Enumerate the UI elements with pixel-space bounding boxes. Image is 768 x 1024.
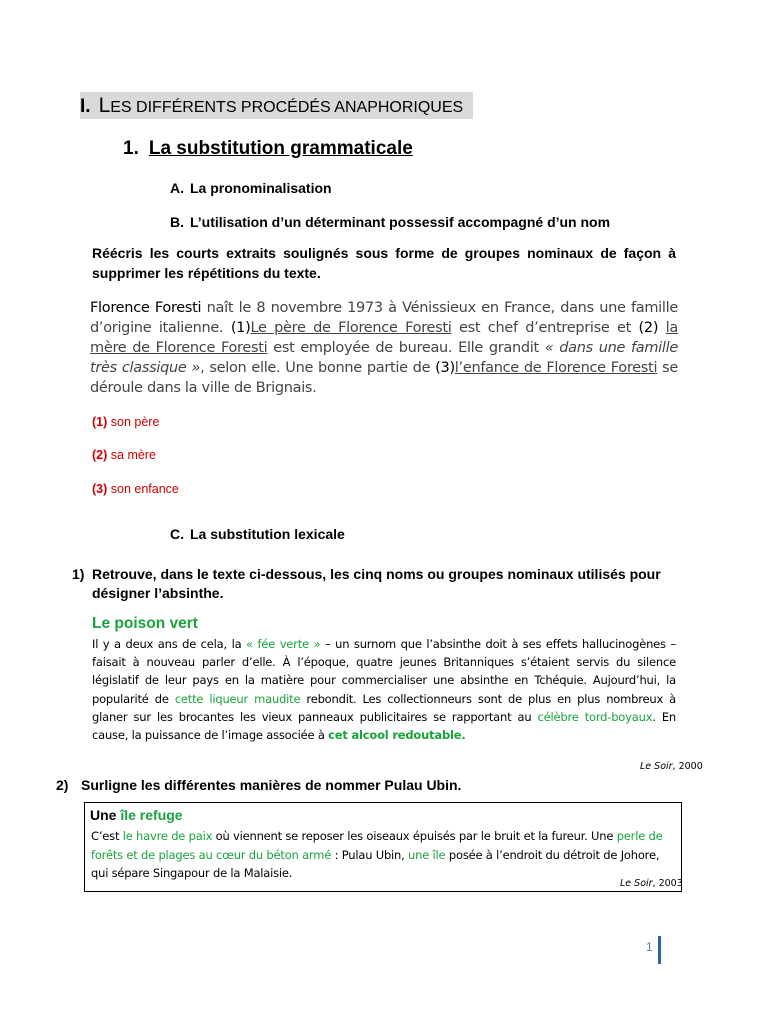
article-title: Le poison vert xyxy=(92,615,198,632)
box-title-green: île refuge xyxy=(120,807,183,823)
article-segment: Il y a deux ans de cela, la xyxy=(92,637,247,651)
foresti-paragraph xyxy=(90,298,678,398)
exercise-instruction: Réécris les courts extraits soulignés sous forme de groupes nominaux de façon à supprimer les répétitions du texte. xyxy=(92,245,676,281)
ubin-term: une île xyxy=(408,847,446,862)
source-name: Le Soir xyxy=(620,878,653,889)
answer-number: (2) xyxy=(92,448,108,462)
question-text-line2: désigner l’absinthe. xyxy=(92,585,224,601)
box-segment: où viennent se reposer les oiseaux épuisés par le bruit et la fureur. Une xyxy=(212,829,617,843)
marker-3: (3) xyxy=(435,360,455,376)
section-number: I. xyxy=(80,96,91,117)
sub-heading-letter: A. xyxy=(170,180,184,196)
sub-heading-c xyxy=(170,526,345,542)
question-text-line1: Retrouve, dans le texte ci-dessous, les cinq noms ou groupes nominaux utilisés pour xyxy=(92,566,661,582)
marker-1: (1) xyxy=(230,320,251,336)
ubin-term: perle de forêts et de plages au cœur du béton armé xyxy=(91,829,663,862)
underlined-extract-1: Le père de Florence Foresti xyxy=(250,320,452,336)
source-year: , 2003 xyxy=(652,878,683,889)
foresti-name: Florence Foresti xyxy=(90,300,202,316)
marker-2: (2) xyxy=(638,320,659,336)
paragraph-text: naît le 8 novembre 1973 à Vénissieux en France, dans une famille d’origine italienne. xyxy=(90,300,678,336)
sub-heading-a xyxy=(170,180,332,196)
absinthe-term: « fée verte » xyxy=(246,637,321,651)
article-source xyxy=(640,761,703,772)
answer-2 xyxy=(92,448,156,462)
sub-heading-text: La pronominalisation xyxy=(190,180,332,196)
question-number: 2) xyxy=(56,777,69,793)
box-source xyxy=(620,878,683,889)
paragraph-text: est employée de bureau. Elle grandit xyxy=(267,340,545,356)
box-text xyxy=(91,827,677,883)
source-name: Le Soir xyxy=(640,761,673,772)
underlined-extract-2: la mère de Florence Foresti xyxy=(90,320,678,356)
answer-text: son père xyxy=(110,415,160,429)
article-segment: – un surnom que l’absinthe doit à ses effets hallucinogènes – faisait à nouveau parler d’elle. À l’époque, quatre jeunes Britanniques s’étaient servis du silence législatif de leur pays en la matière pour commercialiser une absinthe en Tchéquie. Aujourd’hui, la popularité de xyxy=(92,637,676,706)
sub-heading-letter: C. xyxy=(170,526,184,542)
subsection-title: La substitution grammaticale xyxy=(148,138,413,159)
absinthe-term: célèbre tord-boyaux xyxy=(537,709,653,724)
absinthe-term: cette liqueur maudite xyxy=(174,691,301,706)
source-year: , 2000 xyxy=(672,761,703,772)
box-segment: : Pulau Ubin, xyxy=(331,847,409,862)
answer-1 xyxy=(92,415,159,429)
pulau-ubin-box xyxy=(84,802,682,892)
question-1 xyxy=(72,565,678,603)
box-segment: posée à l’endroit du détroit de Johore, qui sépare Singapour de la Malaisie. xyxy=(91,847,660,880)
paragraph-text: , selon elle. Une bonne partie de xyxy=(200,360,436,376)
sub-heading-letter: B. xyxy=(170,214,184,230)
section-title: ES DIFFÉRENTS PROCÉDÉS ANAPHORIQUES xyxy=(110,99,464,116)
answer-number: (3) xyxy=(92,482,108,496)
section-title-initial: L xyxy=(98,94,111,117)
box-segment: C’est xyxy=(91,829,123,843)
answer-number: (1) xyxy=(92,415,108,429)
question-2 xyxy=(56,776,662,795)
answer-text: son enfance xyxy=(110,482,179,496)
page-number-bar xyxy=(658,936,661,964)
question-text: Surligne les différentes manières de nommer Pulau Ubin. xyxy=(81,777,462,793)
box-title xyxy=(90,807,183,823)
answer-text: sa mère xyxy=(110,448,156,462)
subsection-number: 1. xyxy=(123,138,139,159)
sub-heading-text: L’utilisation d’un déterminant possessif accompagné d’un nom xyxy=(190,214,611,230)
absinthe-term: cet alcool redoutable. xyxy=(328,728,466,743)
subsection-heading xyxy=(123,138,413,160)
sub-heading-b xyxy=(170,214,610,230)
question-number: 1) xyxy=(72,566,85,582)
box-title-text: Une xyxy=(90,807,121,823)
section-heading xyxy=(80,92,473,119)
ubin-term: le havre de paix xyxy=(122,829,213,843)
article-text xyxy=(92,635,676,744)
underlined-extract-3: l’enfance de Florence Foresti xyxy=(454,360,658,376)
sub-heading-text: La substitution lexicale xyxy=(190,526,345,542)
answer-3 xyxy=(92,482,179,496)
paragraph-text: se déroule dans la ville de Brignais. xyxy=(90,360,678,396)
article-segment: . En cause, la puissance de l’image associée à xyxy=(92,709,676,743)
quote: « dans une famille très classique » xyxy=(90,340,678,376)
article-segment: rebondit. Les collectionneurs sont de plus en plus nombreux à glaner sur les brocantes les vieux panneaux publicitaires se rapportant au xyxy=(92,691,676,724)
page-number: 1 xyxy=(646,940,653,954)
paragraph-text: est chef d’entreprise et xyxy=(451,320,639,336)
